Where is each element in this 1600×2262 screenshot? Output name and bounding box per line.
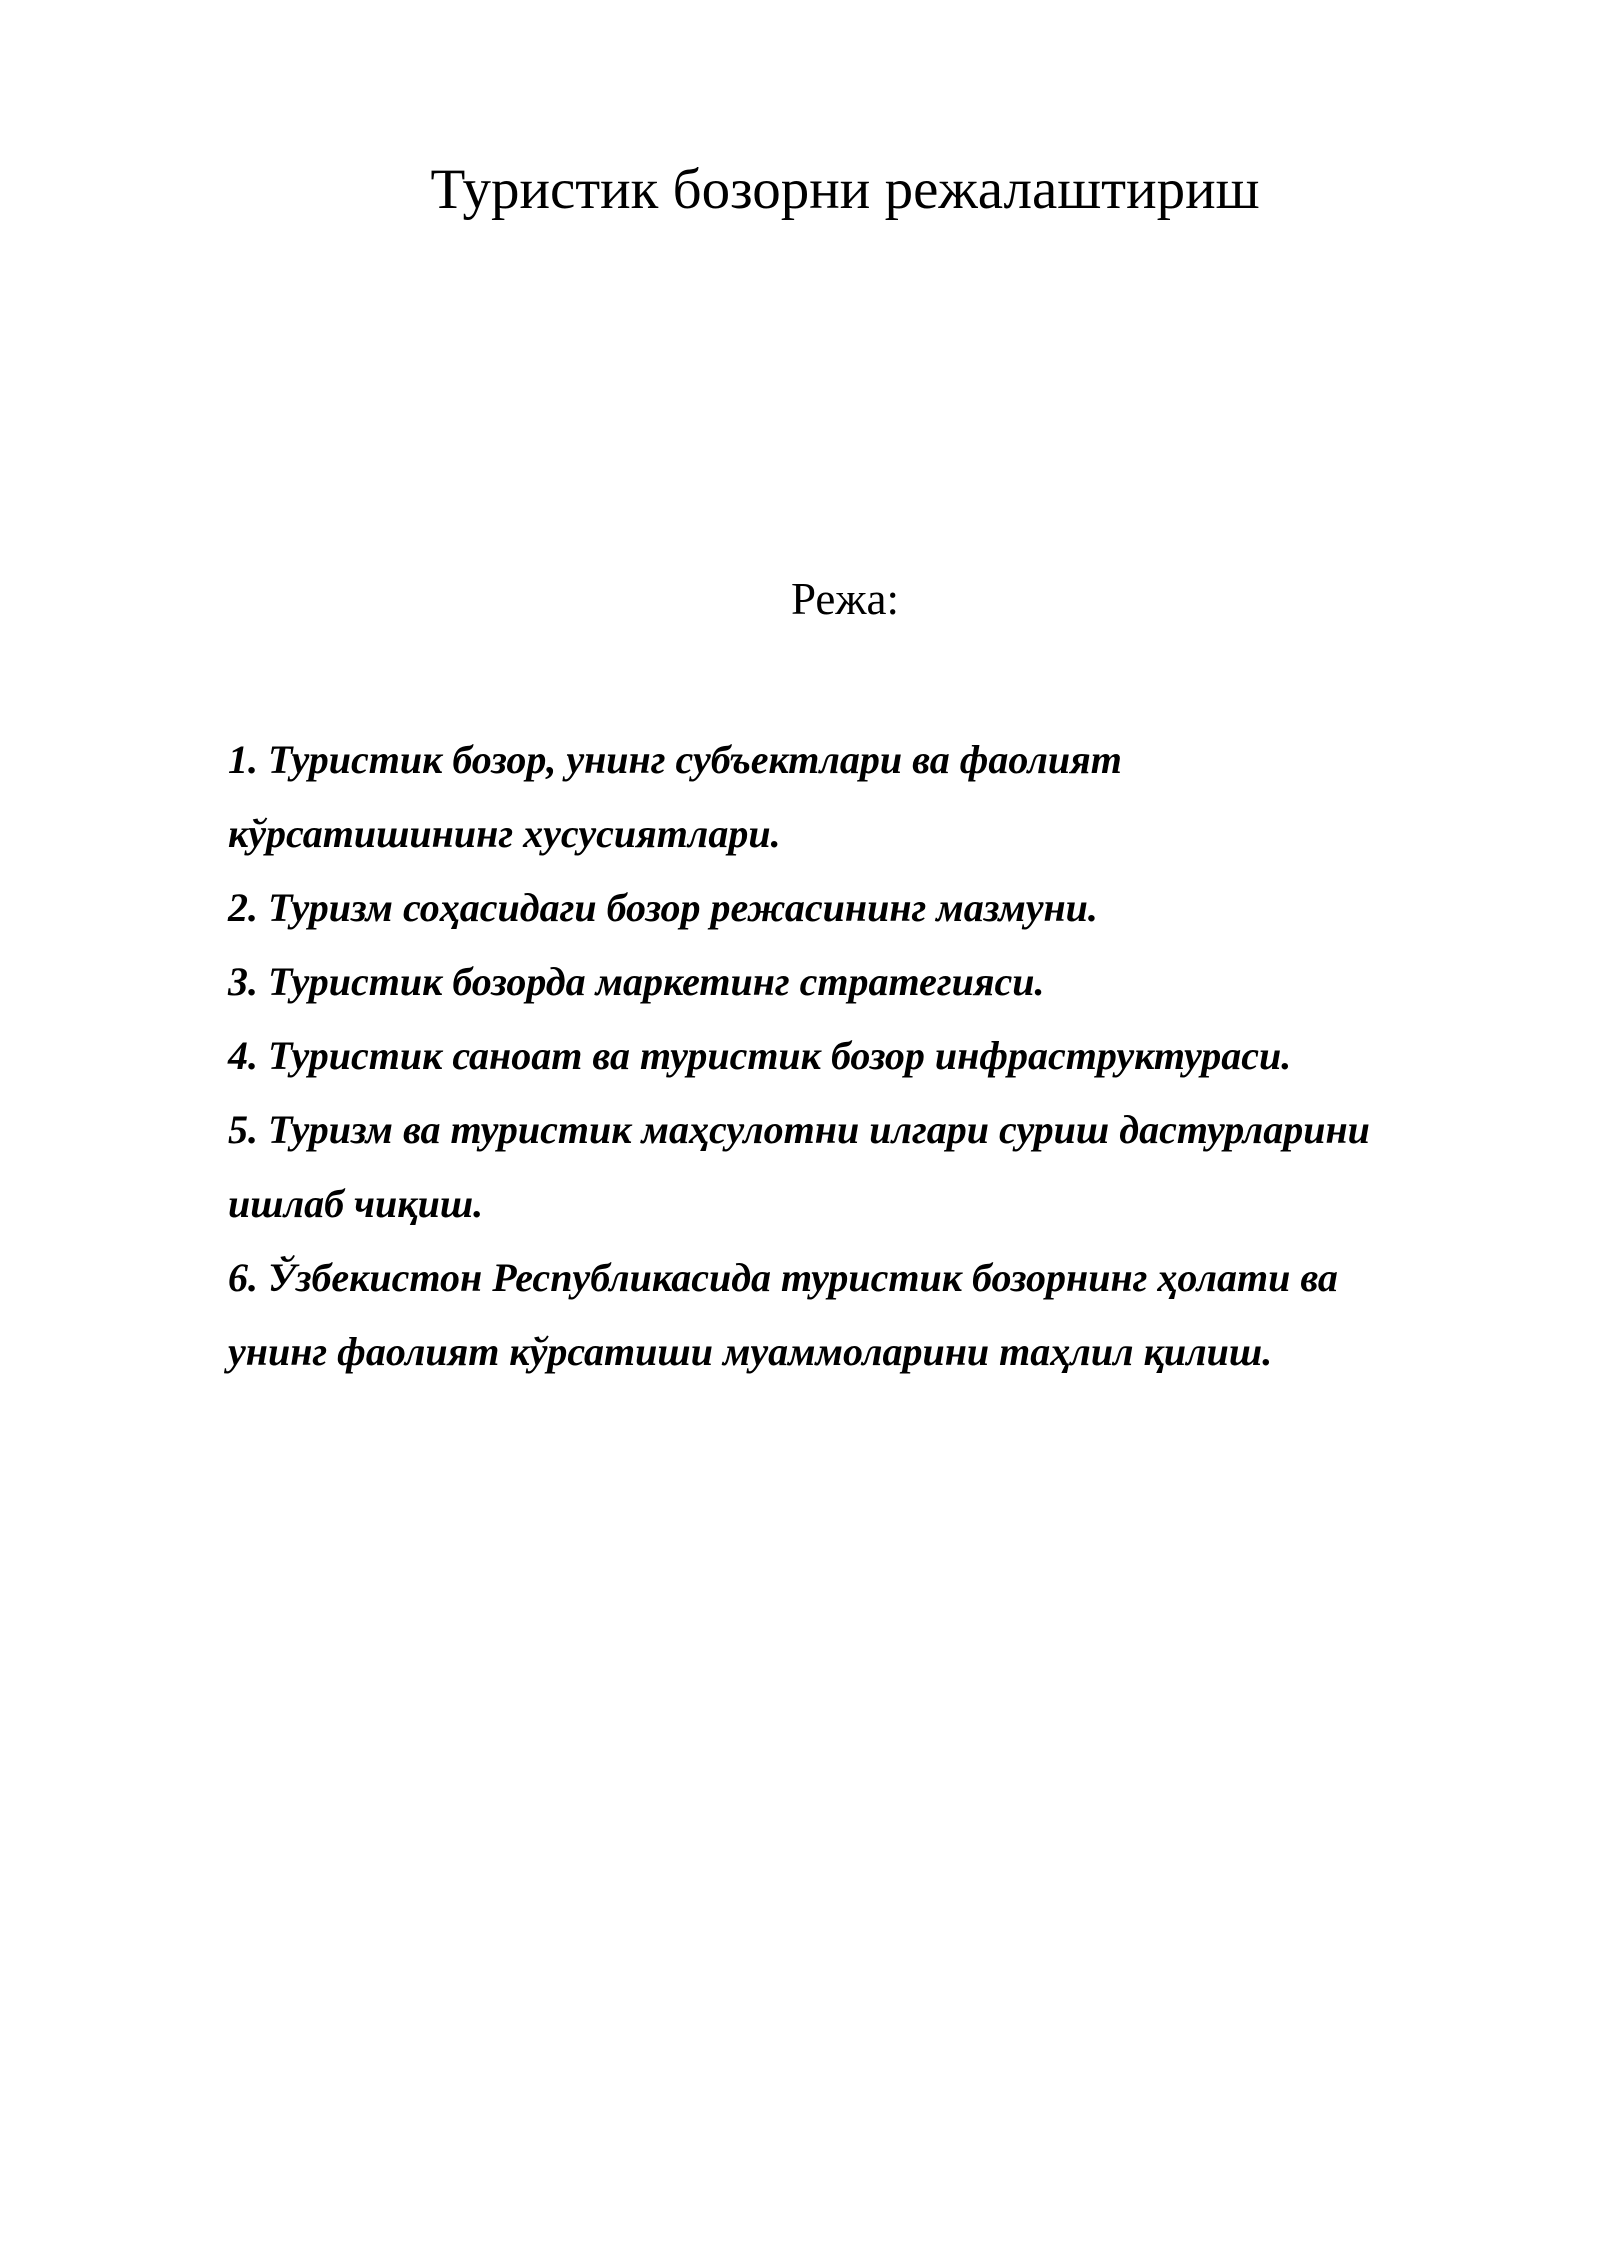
- plan-item-5-line-1: 5. Туризм ва туристик маҳсулотни илгари суриш дастурларини: [228, 1107, 1370, 1152]
- plan-heading: Режа:: [791, 574, 899, 624]
- plan-item-1-line-1: 1. Туристик бозор, унинг субъектлари ва фаолият: [228, 737, 1122, 782]
- plan-item-6-line-2: унинг фаолият кўрсатиши муаммоларини таҳлил қилиш.: [228, 1329, 1273, 1374]
- plan-item-6-line-1: 6. Ўзбекистон Республикасида туристик бозорнинг ҳолати ва: [228, 1255, 1338, 1300]
- plan-list: [228, 723, 1528, 1389]
- plan-item-5-line-2: ишлаб чиқиш.: [228, 1181, 484, 1226]
- document-title: Туристик бозорни режалаштириш: [430, 158, 1260, 221]
- plan-item-3: 3. Туристик бозорда маркетинг стратегияси.: [228, 959, 1045, 1004]
- plan-item-2: 2. Туризм соҳасидаги бозор режасининг мазмуни.: [228, 885, 1098, 930]
- plan-item-1-line-2: кўрсатишининг хусусиятлари.: [228, 811, 781, 856]
- plan-item-4: 4. Туристик саноат ва туристик бозор инфраструктураси.: [228, 1033, 1292, 1078]
